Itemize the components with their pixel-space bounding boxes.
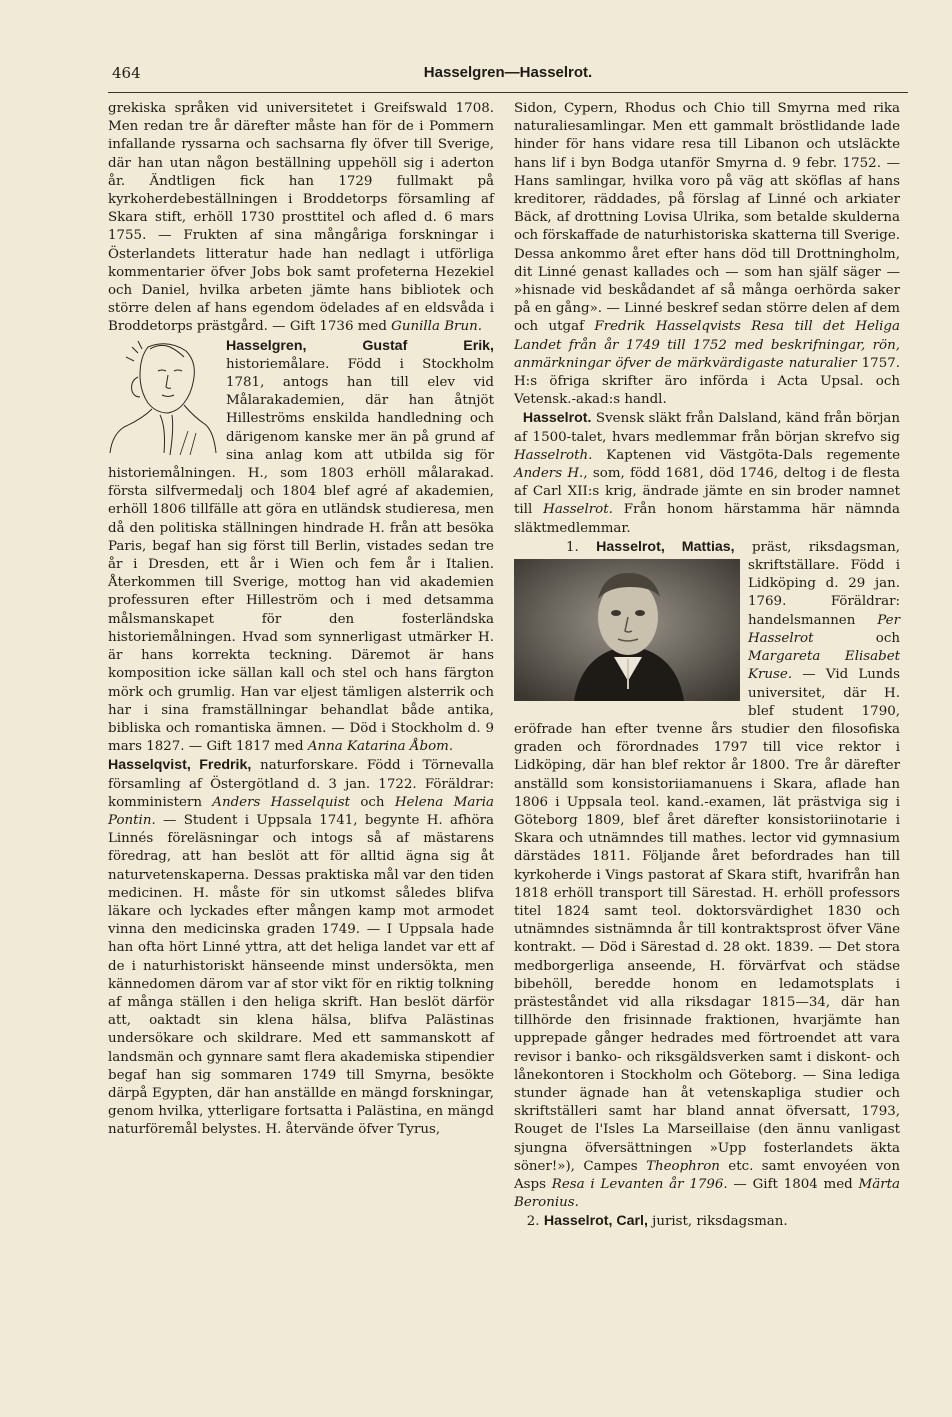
entry-hasselgren: Hasselgren, Gustaf Erik, historiemålare. Född i Stockholm 1781, antogs han till elev vid Målarakademien, där han åtnjöt Hilleströms enskilda handledning och därigenom kanske mer än på grund af sina anlag kom att utbilda sig för historiemålningen. H., som 1803 erhöll målarakad. första silfvermedalj och 1804 blef agré af akademien, erhöll 1806 tillfälle att göra en utländsk studieresa, men då den politiska ställningen hindrade H. från att besöka Paris, begaf han sig först till Berlin, vistades sedan tre år i Dresden, ett år i Wien och fem år i Italien. Återkommen till Sverige, mottog han vid akademien professuren efter Hilleström och i med detsamma målsmanskapet för den fosterländska historiemålningen. Hvad som synnerligast utmärker H. är hans korrekta teckning. Däremot är hans komposition icke sällan kall och stel och hans färgton mörk och grumlig. Han var eljest tämligen alsterrik och har i sina framställningar behandlat både antika, bibliska och romantiska ämnen. — Död i Stockholm d. 9 mars 1827. — Gift 1817 med Anna Katarina Åbom. <box>108 337 494 755</box>
headword: Hasselrot, Mattias, <box>596 538 735 555</box>
portrait-photo-image <box>514 559 740 701</box>
entry-hasselrot-mattias: 1. Hasselrot, Mattias, präst, riksdagsman, skriftställare. Född i Lidköping d. 29 jan. 1769. Föräldrar: handelsmannen Per Hasselrot och Margareta Elisabet Kruse. — Vid Lunds universitet, där H. blef student 1790, eröfrade han efter tvenne års studier den filosofiska graden och förordnades 1797 till vice rektor i Lidköping, där han blef rektor år 1800. Tre år därefter anställd som konsistoriiamanuens i Skara, aflade han 1806 i Uppsala teol. kand.-examen, lät prästviga sig i Göteborg 1809, blef året därefter konsistoriinotarie i Skara och utnämndes till mathes. lector vid gymnasium därstädes 1811. Följande året befordrades han till kyrkoherde i Vings pastorat af Skara stift, hvarifrån han 1818 erhöll transport till Särestad. H. erhöll professors titel 1824 samt teol. doktorsvärdighet 1830 och utnämndes sistnämnda år till kontraktsprost öfver Väne kontrakt. — Död i Särestad d. 28 okt. 1839. — Det stora medborgerliga anseende, H. förvärfvat och städse bibehöll, beredde honom en ledamotsplats i prästeståndet vid alla riksdagar 1815—34, där han tillhörde den frisinnade fraktionen, hvarjämte han upprepade gånger hedrades med förtroendet att vara revisor i banko- och riksgäldsverken samt i diskont- och lånekontoren i Stockholm och Göteborg. — Sina lediga stunder ägnade han åt vetenskapliga studier och skriftställeri samt har bland annat öfversatt, 1793, Rouget de l'Isles La Marseillaise (den ännu vanligast sjungna öfversättningen »Upp fosterlandets äkta söner!»), Campes Theophron etc. samt envoyéen von Asps Resa i Levanten år 1796. — Gift 1804 med Märta Beronius. <box>514 538 900 1211</box>
right-column <box>514 100 900 1232</box>
headword: Hasselrot. <box>522 410 592 427</box>
left-column <box>108 100 494 1140</box>
paragraph-continued: Sidon, Cypern, Rhodus och Chio till Smyrna med rika naturaliesamlingar. Men ett gammalt bröstlidande lade hinder för hans vidare resa till Libanon och utsläckte hans lif i byn Bodga utanför Smyrna d. 9 febr. 1752. — Hans samlingar, hvilka voro på väg att sköflas af hans kreditorer, räddades, på förslag af Linné och arkiater Bäck, af drottning Lovisa Ulrika, som betalde skulderna och förskaffade de naturhistoriska skatterna till Sverige. Dessa ankommo året efter hans död till Drottningholm, dit Linné genast kallades och — som han själf säger — »hisnade vid beskådandet af så många oerhörda saker på en gång». — Linné beskref sedan större delen af dem och utgaf Fredrik Hasselqvists Resa till det Heliga Landet från år 1749 till 1752 med beskrifningar, rön, anmärkningar öfver de märkvärdigaste naturalier 1757. H:s öfriga skrifter äro införda i Acta Upsal. och Vetensk.-akad:s handl. <box>514 101 900 408</box>
running-title: Hasselgren—Hasselrot. <box>423 64 593 81</box>
headword: Hasselrot, Carl, <box>543 1213 648 1230</box>
portrait-sketch-image <box>108 337 218 457</box>
page-number: 464 <box>112 64 141 82</box>
header-rule <box>108 92 908 93</box>
entry-hasselrot-carl: 2. Hasselrot, Carl, jurist, riksdagsman. <box>526 1213 788 1230</box>
paragraph-continued: grekiska språken vid universitetet i Greifswald 1708. Men redan tre år därefter måste han för de i Pommern infallande ryssarna och sachsarna fly öfver till Sverige, där han utan någon beställning uppehöll sig i aderton år. Ändtligen fick han 1729 fullmakt på kyrkoherdebeställningen i Broddetorps församling af Skara stift, erhöll 1730 prosttitel och afled d. 6 mars 1755. — Frukten af sina mångåriga forskningar i Österlandets litteratur hade han nedlagt i utförliga kommentarier öfver Jobs bok samt profeterna Hezekiel och Daniel, hvilka arbeten jämte hans bibliotek och större delen af hans egendom ödelades af en eldsvåda i Broddetorps prästgård. — Gift 1736 med Gunilla Brun. <box>108 101 494 335</box>
headword: Hasselqvist, Fredrik, <box>108 757 252 774</box>
entry-hasselrot-family: Hasselrot. Svensk släkt från Dalsland, känd från början af 1500-talet, hvars medlemmar från början skrefvo sig Hasselroth. Kaptenen vid Västgöta-Dals regemente Anders H., som, född 1681, död 1746, deltog i de flesta af Carl XII:s krig, ändrade jämte en sin broder namnet till Hasselrot. Från honom härstamma här nämnda släktmedlemmar. <box>514 410 901 536</box>
headword: Hasselgren, Gustaf Erik, <box>226 337 494 354</box>
page-header <box>108 64 908 86</box>
entry-hasselqvist: Hasselqvist, Fredrik, naturforskare. Född i Törnevalla församling af Östergötland d. 3 jan. 1722. Föräldrar: komministern Anders Hasselquist och Helena Maria Pontin. — Student i Uppsala 1741, begynte H. afhöra Linnés föreläsningar och intogs så af mästarens föredrag, att han beslöt att för alltid ägna sig åt naturvetenskaperna. Dessas praktiska mål var den tiden medicinen. H. måste för sin utkomst således blifva läkare och lyckades efter mången kamp mot armodet vinna den medicinska graden 1749. — I Uppsala hade han ofta hört Linné yttra, att det heliga landet var ett af de i naturhistoriskt hänseende minst undersökta, men kännedomen därom var af stor vikt för en riktig tolkning af många ställen i den heliga skrift. Han beslöt därför att, oaktadt sin klena hälsa, blifva Palästinas undersökare och skildrare. Med ett sammanskott af landsmän och gynnare samt flera akademiska stipendier begaf han sig sommaren 1749 till Smyrna, besökte därpå Egypten, där han anställde en mängd forskningar, genom hvilka, ytterligare fortsatta i Palästina, en mängd naturföremål belystes. H. återvände öfver Tyrus, <box>108 757 494 1138</box>
